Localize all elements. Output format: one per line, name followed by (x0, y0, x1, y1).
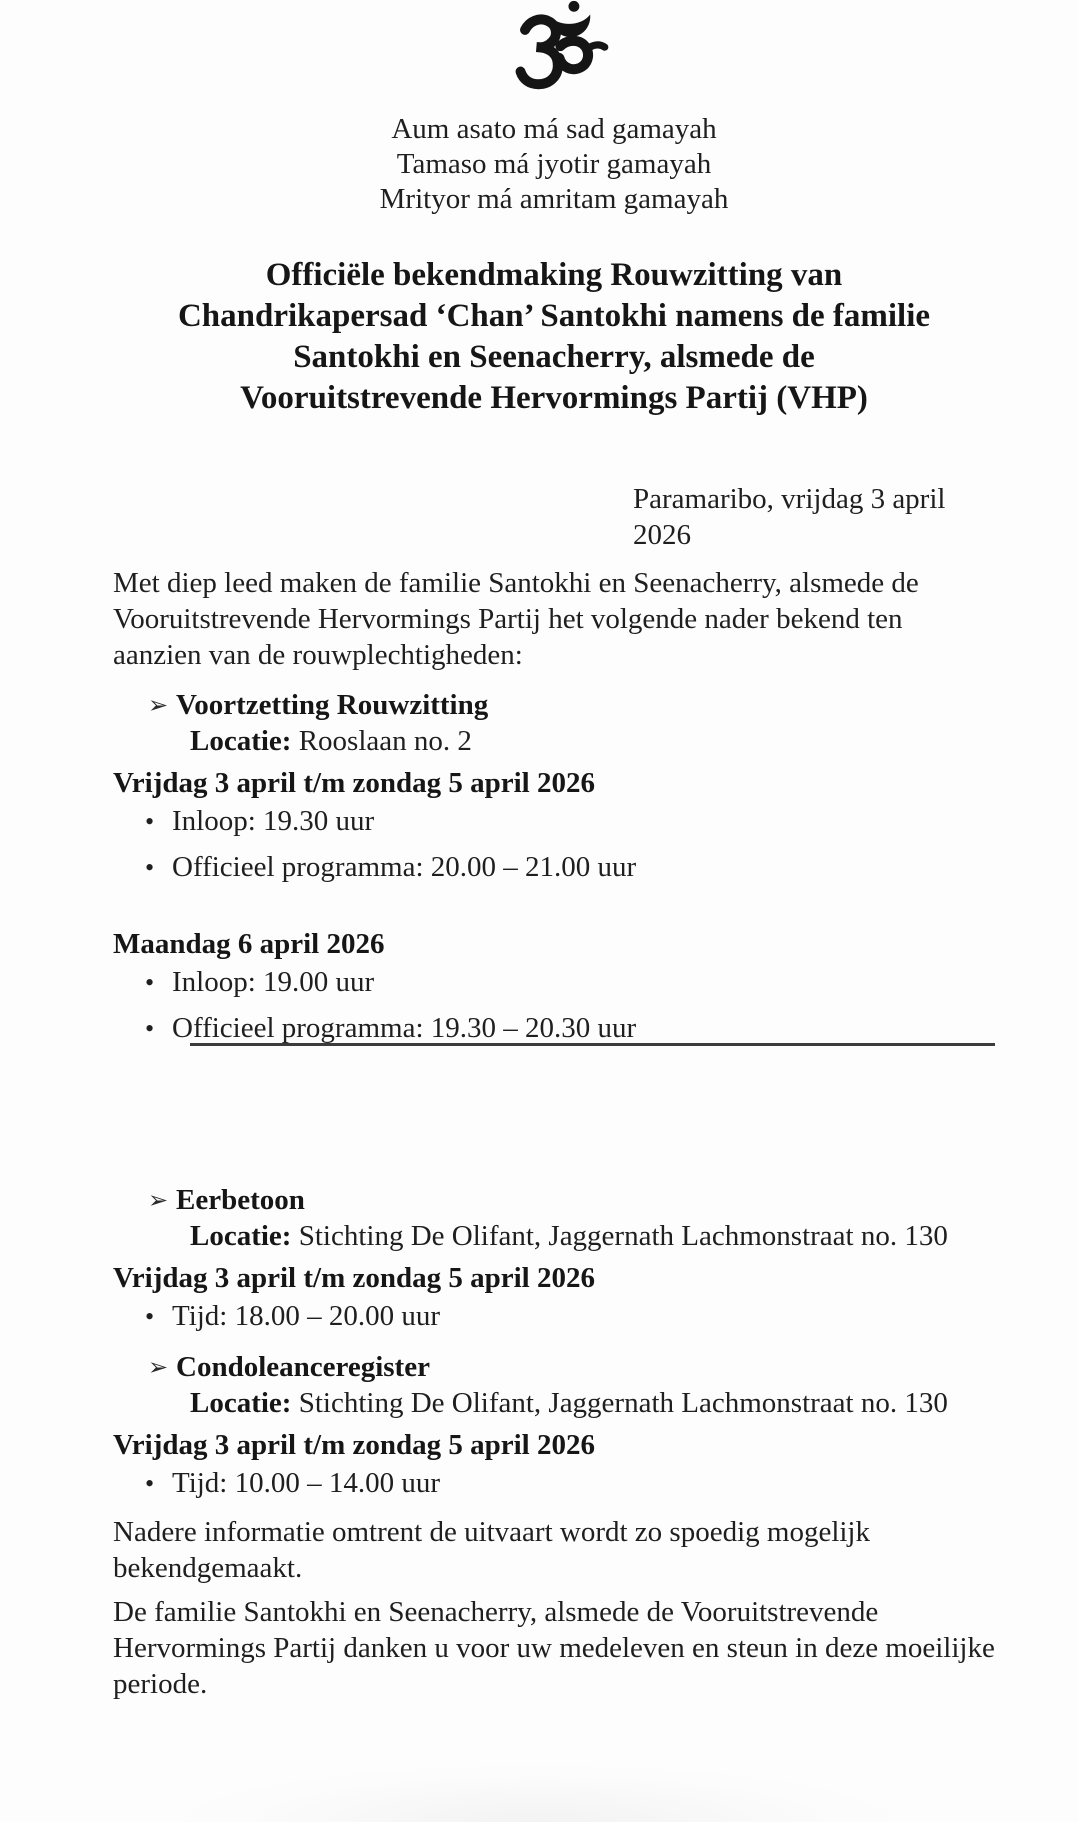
schedule-item (145, 849, 995, 886)
schedule-date-heading: Vrijdag 3 april t/m zondag 5 april 2026 (113, 1429, 595, 1461)
location-value: Stichting De Olifant, Jaggernath Lachmonstraat no. 130 (298, 1387, 948, 1419)
om-symbol-container (113, 0, 995, 96)
title-line: Santokhi en Seenacherry, alsmede de (293, 339, 815, 375)
dateline: Paramaribo, vrijdag 3 april 2026 (633, 483, 946, 551)
page-title (113, 255, 995, 419)
bullet-icon: • (145, 853, 155, 882)
schedule-item-text: Inloop: 19.00 uur (172, 966, 375, 998)
schedule-date-heading: Maandag 6 april 2026 (113, 928, 385, 960)
section-condoleanceregister (113, 1349, 995, 1502)
bullet-icon: • (145, 1302, 155, 1331)
section-heading-label: Eerbetoon (176, 1184, 305, 1216)
section-heading-label: Condoleanceregister (176, 1351, 430, 1383)
section-voortzetting-rouwzitting (113, 687, 995, 1046)
schedule-item (145, 1298, 995, 1335)
bullet-icon: • (145, 1014, 155, 1043)
location-line (190, 1218, 995, 1254)
intro-paragraph: Met diep leed maken de familie Santokhi en Seenacherry, alsmede de Vooruitstrevende Hervormings Partij het volgende nader bekend ten aanzien van de rouwplechtigheden: (113, 567, 919, 671)
title-line: Officiële bekendmaking Rouwzitting van (265, 257, 843, 293)
schedule-item (145, 803, 995, 840)
schedule-date-heading: Vrijdag 3 april t/m zondag 5 april 2026 (113, 1262, 595, 1294)
schedule-item-text: Officieel programma: 19.30 – 20.30 uur (172, 1012, 637, 1044)
schedule-item-text: Officieel programma: 20.00 – 21.00 uur (172, 851, 637, 883)
bullet-icon: • (145, 807, 155, 836)
closing-paragraph: Nadere informatie omtrent de uitvaart wordt zo spoedig mogelijk bekendgemaakt. (113, 1516, 870, 1584)
location-label: Locatie: (190, 725, 292, 757)
section-heading (148, 687, 995, 723)
location-line (190, 1385, 995, 1421)
section-heading (148, 1182, 995, 1218)
location-label: Locatie: (190, 1220, 292, 1252)
mantra-line: Mrityor má amritam gamayah (379, 183, 729, 215)
mantra-line: Aum asato má sad gamayah (391, 113, 717, 145)
location-value: Stichting De Olifant, Jaggernath Lachmonstraat no. 130 (298, 1220, 948, 1252)
om-icon (495, 71, 613, 103)
title-line: Chandrikapersad ‘Chan’ Santokhi namens de familie (177, 298, 931, 334)
schedule-item-text: Tijd: 18.00 – 20.00 uur (172, 1300, 441, 1332)
location-label: Locatie: (190, 1387, 292, 1419)
bullet-icon: • (145, 968, 155, 997)
arrow-bullet-icon: ➢ (148, 691, 169, 719)
schedule-item (145, 1010, 995, 1047)
mantra-block (113, 112, 995, 217)
section-heading-label: Voortzetting Rouwzitting (176, 689, 489, 721)
schedule-item (145, 1465, 995, 1502)
arrow-bullet-icon: ➢ (148, 1186, 169, 1214)
location-line (190, 723, 995, 759)
section-eerbetoon (113, 1182, 995, 1335)
mantra-line: Tamaso má jyotir gamayah (396, 148, 712, 180)
bullet-icon: • (145, 1469, 155, 1498)
closing-paragraph: De familie Santokhi en Seenacherry, alsmede de Vooruitstrevende Hervormings Partij danken u voor uw medeleven en steun in deze moeilijke periode. (113, 1596, 995, 1700)
title-line: Vooruitstrevende Hervormings Partij (VHP) (240, 380, 868, 416)
schedule-date-heading: Vrijdag 3 april t/m zondag 5 april 2026 (113, 767, 595, 799)
location-value: Rooslaan no. 2 (298, 725, 472, 757)
bottom-page-shadow (189, 1766, 889, 1822)
schedule-item (145, 964, 995, 1001)
schedule-item-text: Inloop: 19.30 uur (172, 805, 375, 837)
arrow-bullet-icon: ➢ (148, 1353, 169, 1381)
section-heading (148, 1349, 995, 1385)
schedule-item-text: Tijd: 10.00 – 14.00 uur (172, 1467, 441, 1499)
